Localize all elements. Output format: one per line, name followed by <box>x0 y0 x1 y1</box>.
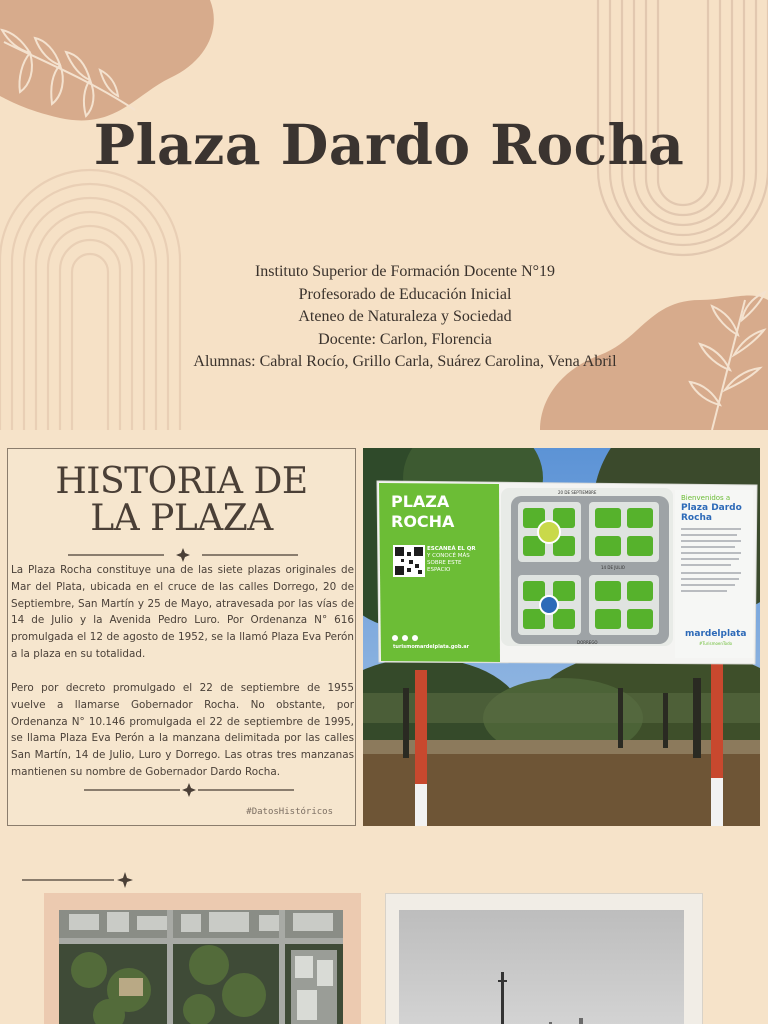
sign-plaza-name-line-2: Rocha <box>681 513 712 523</box>
sign-brand: mardelplata <box>685 629 747 639</box>
sign-title <box>391 492 454 532</box>
sign-street-bottom: DORREGO <box>577 640 598 645</box>
sparkle-divider-top <box>68 548 298 562</box>
sign-qr-text-line: SOBRE ESTE <box>427 560 462 566</box>
sparkle-icon <box>182 783 196 797</box>
sparkle-divider-bottom <box>74 783 304 797</box>
cover-section <box>0 0 768 430</box>
hashtag-label: #DatosHistóricos <box>246 807 333 817</box>
history-paragraph-1: La Plaza Rocha constituye una de las siete plazas originales de Mar del Plata, ubicada en el cruce de las calles Dorrego, 20 de Septiembre, San Martín y 25 de Mayo, atravesada por las vías de 14 de Julio y la Avenida Pedro Luro. Por Ordenanza N° 616 promulgada el 12 de agosto de 1952, se la llamó Plaza Eva Perón a la plaza en su totalidad. <box>11 564 354 660</box>
page-title: Plaza Dardo Rocha <box>93 112 685 177</box>
sign-qr-text <box>427 546 476 574</box>
history-title-line-1: HISTORIA DE <box>55 461 308 502</box>
history-paragraph-2: Pero por decreto promulgado el 22 de septiembre de 1955 vuelve a llamarse Gobernador Rocha. No obstante, por Ordenanza N° 10.146 promulgada el 22 de septiembre de 1995, se llama Plaza Eva Perón a la manzana delimitada por las calles San Martín, 14 de Julio, Luro y Dorrego. Las otras tres manzanas mantienen su nombre de Gobernador Dardo Rocha. <box>11 682 354 778</box>
sparkle-icon <box>117 872 133 888</box>
sparkle-divider-small <box>22 871 134 889</box>
sign-url: turismomardelplata.gob.ar <box>393 644 470 650</box>
sign-qr-text-line: Y CONOCÉ MÁS <box>427 553 470 559</box>
plaza-sign-photo <box>363 448 760 826</box>
info-line-students: Alumnas: Cabral Rocío, Grillo Carla, Suárez Carolina, Vena Abril <box>193 353 617 370</box>
history-card <box>7 448 356 826</box>
sign-title-line-2: ROCHA <box>391 512 455 531</box>
sign-welcome: Bienvenidos a <box>681 494 731 502</box>
info-line-program: Profesorado de Educación Inicial <box>298 285 512 303</box>
history-title-line-2: LA PLAZA <box>90 498 273 539</box>
info-line-teacher: Docente: Carlon, Florencia <box>318 330 492 348</box>
history-title <box>8 463 355 537</box>
sign-street-top: 20 DE SEPTIEMBRE <box>558 490 597 495</box>
sparkle-icon <box>176 548 190 562</box>
historic-scene <box>399 910 684 1024</box>
sign-street-mid: 14 DE JULIO <box>601 565 625 570</box>
info-line-institute: Instituto Superior de Formación Docente N°19 <box>254 263 556 280</box>
historic-photo <box>399 910 684 1024</box>
aerial-scene <box>59 910 343 1024</box>
sign-qr-text-line: ESPACIO <box>427 567 451 573</box>
institution-info <box>0 261 768 374</box>
info-line-course: Ateneo de Naturaleza y Sociedad <box>298 308 512 325</box>
aerial-photo <box>59 910 343 1024</box>
sign-title-line-1: PLAZA <box>391 492 450 511</box>
sign-plaza-name-line-1: Plaza Dardo <box>681 503 742 513</box>
sign-brand-sub: #TurismoenTodo <box>699 641 733 646</box>
sign-plaza-name <box>681 503 742 523</box>
sign-qr-text-line: ESCANEÁ EL QR <box>427 546 476 552</box>
